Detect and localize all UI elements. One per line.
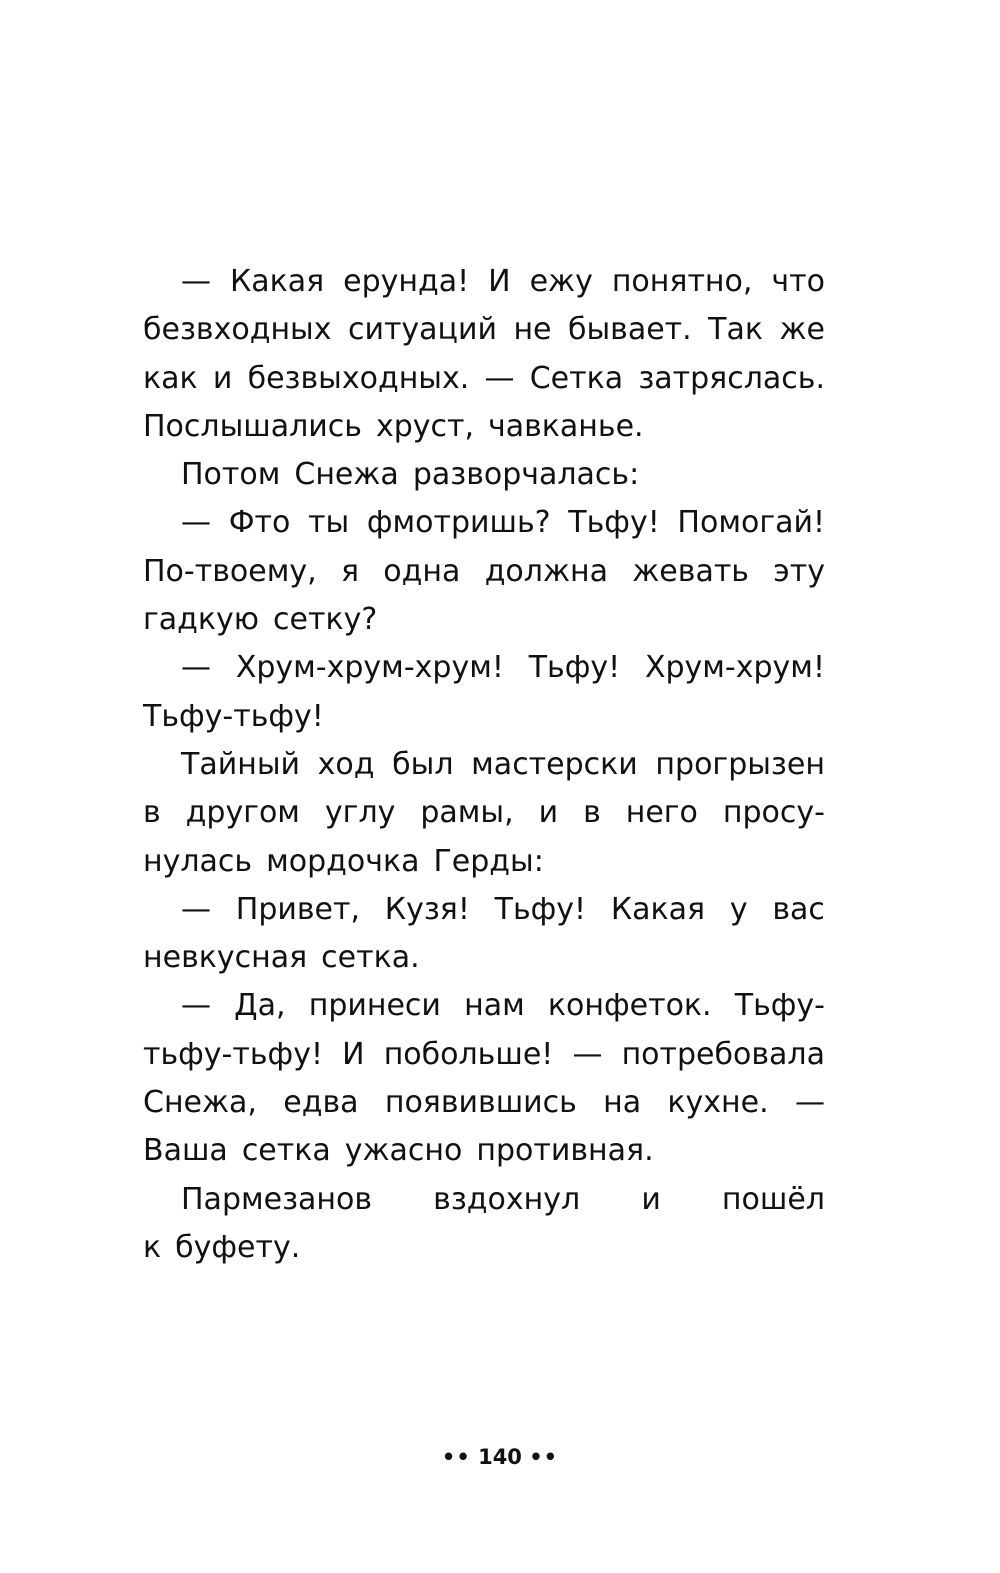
- word: в: [583, 795, 601, 831]
- word: ежу: [529, 264, 593, 299]
- text-line: [143, 886, 825, 934]
- word: что: [771, 264, 825, 299]
- page-number: 140: [478, 1445, 522, 1469]
- word: сетка.: [321, 940, 420, 976]
- footer-dots-right: ••: [529, 1445, 559, 1469]
- text-line: [143, 548, 825, 596]
- word: ход: [317, 746, 375, 782]
- word: —: [572, 1036, 603, 1072]
- text-line: [143, 1176, 825, 1224]
- word: Тайный: [181, 746, 301, 782]
- word: —: [181, 505, 211, 541]
- text-line: [143, 789, 825, 837]
- word: и: [538, 795, 559, 831]
- word: —: [181, 650, 211, 686]
- word: Так: [708, 312, 763, 348]
- word: ерунда!: [343, 264, 470, 299]
- word: побольше!: [383, 1036, 554, 1072]
- text-line: [143, 1224, 825, 1272]
- text-line: [143, 838, 825, 886]
- word: Какая: [610, 891, 706, 927]
- word: Фто: [228, 505, 291, 541]
- word: в: [143, 795, 161, 831]
- word: и: [212, 360, 233, 396]
- word: Тьфу-: [734, 988, 825, 1024]
- word: был: [392, 746, 454, 782]
- word: тьфу-тьфу!: [143, 1036, 323, 1072]
- word: же: [779, 312, 825, 348]
- word: затряслась.: [638, 360, 825, 396]
- word: Хрум-хрум-хрум!: [235, 650, 504, 686]
- word: Хрум-хрум!: [644, 650, 825, 686]
- word: Тьфу-тьфу!: [143, 698, 324, 734]
- word: принеси: [308, 988, 441, 1024]
- word: мордочка: [266, 843, 420, 879]
- text-line: [143, 403, 825, 451]
- text-line: [143, 1031, 825, 1079]
- word: Потом: [181, 457, 281, 493]
- footer-dots-left: ••: [441, 1445, 471, 1469]
- text-line: [143, 1127, 825, 1175]
- text-line: [143, 1079, 825, 1127]
- word: мастерски: [471, 746, 638, 782]
- word: Привет,: [235, 891, 361, 927]
- text-line: [143, 355, 825, 403]
- text-line: [143, 693, 825, 741]
- body-text: [143, 258, 825, 1272]
- word: кухне.: [667, 1085, 769, 1121]
- word: Послышались: [143, 408, 362, 444]
- text-line: [143, 644, 825, 692]
- word: Снежа: [294, 457, 399, 493]
- word: нам: [464, 988, 525, 1024]
- word: Да,: [234, 988, 286, 1024]
- word: него: [625, 795, 698, 831]
- text-line: [143, 258, 825, 306]
- word: И: [342, 1036, 365, 1072]
- word: чавканье.: [488, 408, 644, 444]
- word: безвыходных.: [247, 360, 470, 396]
- word: —: [181, 891, 211, 927]
- word: у: [729, 891, 748, 927]
- word: другом: [185, 795, 300, 831]
- word: пошёл: [721, 1181, 825, 1217]
- word: —: [484, 360, 515, 396]
- word: разворчалась:: [412, 457, 640, 493]
- word: вас: [772, 891, 825, 927]
- word: Какая: [229, 264, 325, 299]
- word: противная.: [476, 1133, 654, 1169]
- word: гадкую: [143, 602, 260, 638]
- word: Снежа,: [143, 1085, 257, 1121]
- text-line: [143, 596, 825, 644]
- word: Ваша: [143, 1133, 228, 1169]
- word: просу-: [722, 795, 825, 831]
- word: я: [340, 553, 359, 589]
- word: едва: [283, 1085, 359, 1121]
- word: ужасно: [344, 1133, 463, 1169]
- word: хруст,: [375, 408, 475, 444]
- word: безвходных: [143, 312, 332, 348]
- word: как: [143, 360, 198, 396]
- text-line: [143, 306, 825, 354]
- word: Сетка: [529, 360, 624, 396]
- word: ситуаций: [347, 312, 497, 348]
- word: Тьфу!: [494, 891, 587, 927]
- word: —: [181, 264, 211, 299]
- word: углу: [324, 795, 396, 831]
- text-line: [143, 499, 825, 547]
- word: Герды:: [433, 843, 544, 879]
- word: должна: [484, 553, 608, 589]
- word: фмотришь?: [366, 505, 551, 541]
- word: Тьфу!: [568, 505, 660, 541]
- word: нулась: [143, 843, 253, 879]
- word: бывает.: [567, 312, 692, 348]
- word: Кузя!: [384, 891, 470, 927]
- text-line: [143, 982, 825, 1030]
- word: появившись: [384, 1085, 577, 1121]
- word: —: [794, 1085, 825, 1121]
- word: Помогай!: [677, 505, 825, 541]
- word: невкусная: [143, 940, 308, 976]
- word: сетку?: [273, 602, 378, 638]
- word: эту: [773, 553, 825, 589]
- text-line: [143, 934, 825, 982]
- word: жевать: [632, 553, 749, 589]
- word: буфету.: [175, 1229, 301, 1265]
- word: рамы,: [420, 795, 514, 831]
- word: на: [603, 1085, 642, 1121]
- word: и: [641, 1181, 661, 1217]
- word: По-твоему,: [143, 553, 317, 589]
- word: понятно,: [611, 264, 753, 299]
- word: к: [143, 1229, 162, 1265]
- word: —: [181, 988, 211, 1024]
- word: Пармезанов: [181, 1181, 373, 1217]
- page-number-footer: [0, 1443, 1000, 1471]
- word: Тьфу!: [528, 650, 621, 686]
- text-line: [143, 451, 825, 499]
- word: ты: [308, 505, 350, 541]
- text-line: [143, 741, 825, 789]
- word: потребовала: [621, 1036, 825, 1072]
- word: одна: [383, 553, 461, 589]
- word: сетка: [241, 1133, 331, 1169]
- word: конфеток.: [547, 988, 712, 1024]
- word: вздохнул: [433, 1181, 581, 1217]
- word: И: [488, 264, 511, 299]
- word: прогрызен: [655, 746, 825, 782]
- word: не: [513, 312, 552, 348]
